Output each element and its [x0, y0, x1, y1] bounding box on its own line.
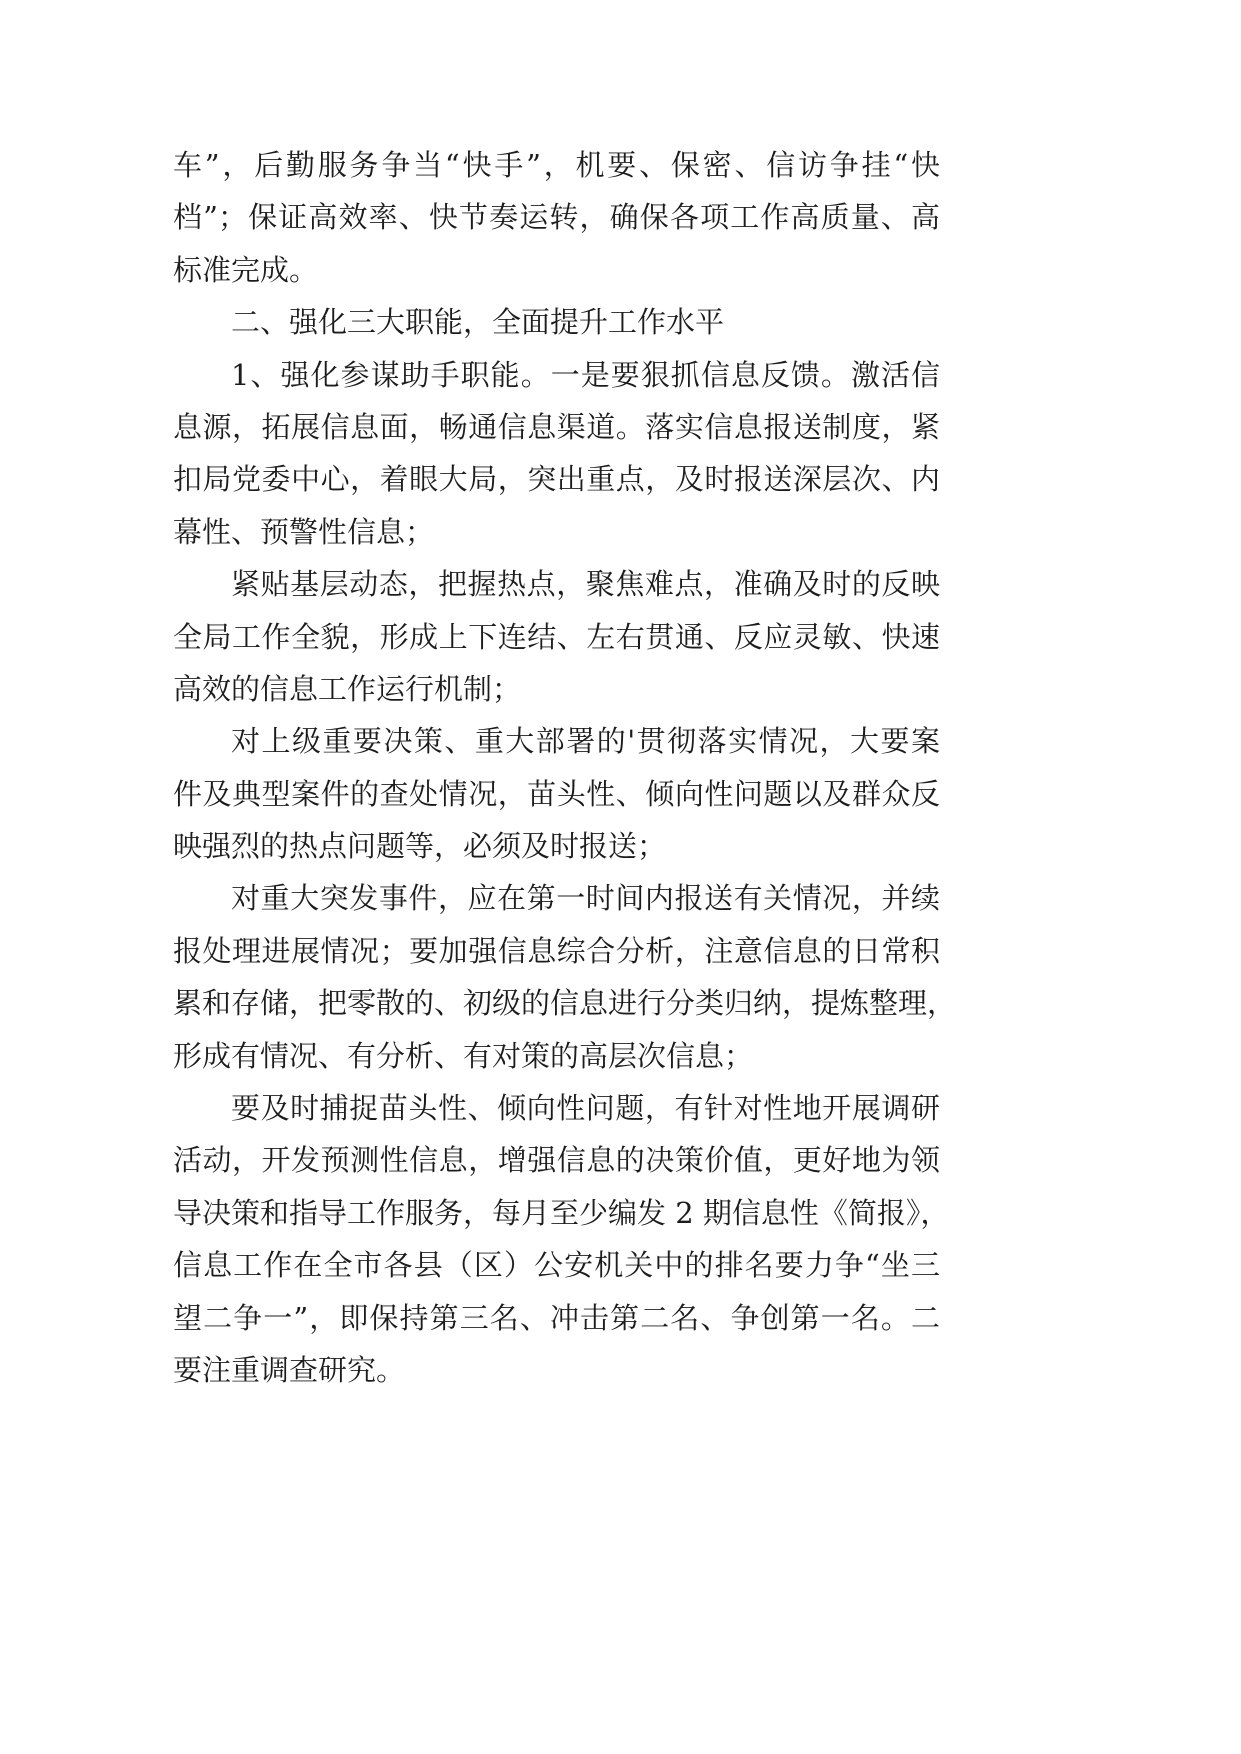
- text-line: 标准完成。: [173, 252, 319, 287]
- paragraph-continuation: [173, 139, 940, 296]
- text-line: 活动，开发预测性信息，增强信息的决策价值，更好地为领: [173, 1143, 940, 1178]
- text-line: 信息工作在全市各县（区）公安机关中的排名要力争“坐三: [173, 1248, 940, 1283]
- paragraph-decisions: [173, 715, 940, 872]
- paragraph-emergencies: [173, 872, 957, 1082]
- text-line: 高效的信息工作运行机制；: [173, 671, 522, 706]
- text-line: 要注重调查研究。: [173, 1352, 406, 1387]
- text-line: 对上级重要决策、重大部署的'贯彻落实情况，大要案: [231, 724, 940, 759]
- text-line: 形成有情况、有分析、有对策的高层次信息；: [173, 1038, 754, 1073]
- text-line: 望二争一”，即保持第三名、冲击第二名、争创第一名。二: [173, 1300, 940, 1335]
- text-line: 档”；保证高效率、快节奏运转，确保各项工作高质量、高: [173, 200, 940, 235]
- text-line: 要及时捕捉苗头性、倾向性问题，有针对性地开展调研: [231, 1091, 940, 1126]
- text-line: 导决策和指导工作服务，每月至少编发 2 期信息性《简报》，: [173, 1195, 950, 1230]
- text-line: 报处理进展情况；要加强信息综合分析，注意信息的日常积: [173, 933, 940, 968]
- text-line: 累和存储，把零散的、初级的信息进行分类归纳，提炼整理，: [173, 986, 957, 1021]
- text-line: 1、强化参谋助手职能。一是要狠抓信息反馈。激活信: [231, 357, 940, 392]
- text-line: 全局工作全貌，形成上下连结、左右贯通、反应灵敏、快速: [173, 619, 940, 654]
- text-line: 紧贴基层动态，把握热点，聚焦难点，准确及时的反映: [231, 567, 940, 602]
- paragraph-staff-function: [173, 349, 940, 559]
- document-body: [173, 139, 957, 1396]
- text-line: 息源，拓展信息面，畅通信息渠道。落实信息报送制度，紧: [173, 409, 940, 444]
- paragraph-research: [173, 1082, 950, 1396]
- text-line: 件及典型案件的查处情况，苗头性、倾向性问题以及群众反: [173, 776, 940, 811]
- paragraph-grassroots: [173, 558, 940, 715]
- text-line: 映强烈的热点问题等，必须及时报送；: [173, 829, 667, 864]
- text-line: 扣局党委中心，着眼大局，突出重点，及时报送深层次、内: [173, 462, 940, 497]
- section-heading: [173, 296, 940, 348]
- text-line: 车”，后勤服务争当“快手”，机要、保密、信访争挂“快: [173, 148, 940, 182]
- section-heading-text: 二、强化三大职能，全面提升工作水平: [231, 305, 725, 340]
- text-line: 对重大突发事件，应在第一时间内报送有关情况，并续: [231, 881, 940, 916]
- text-line: 幕性、预警性信息；: [173, 514, 435, 549]
